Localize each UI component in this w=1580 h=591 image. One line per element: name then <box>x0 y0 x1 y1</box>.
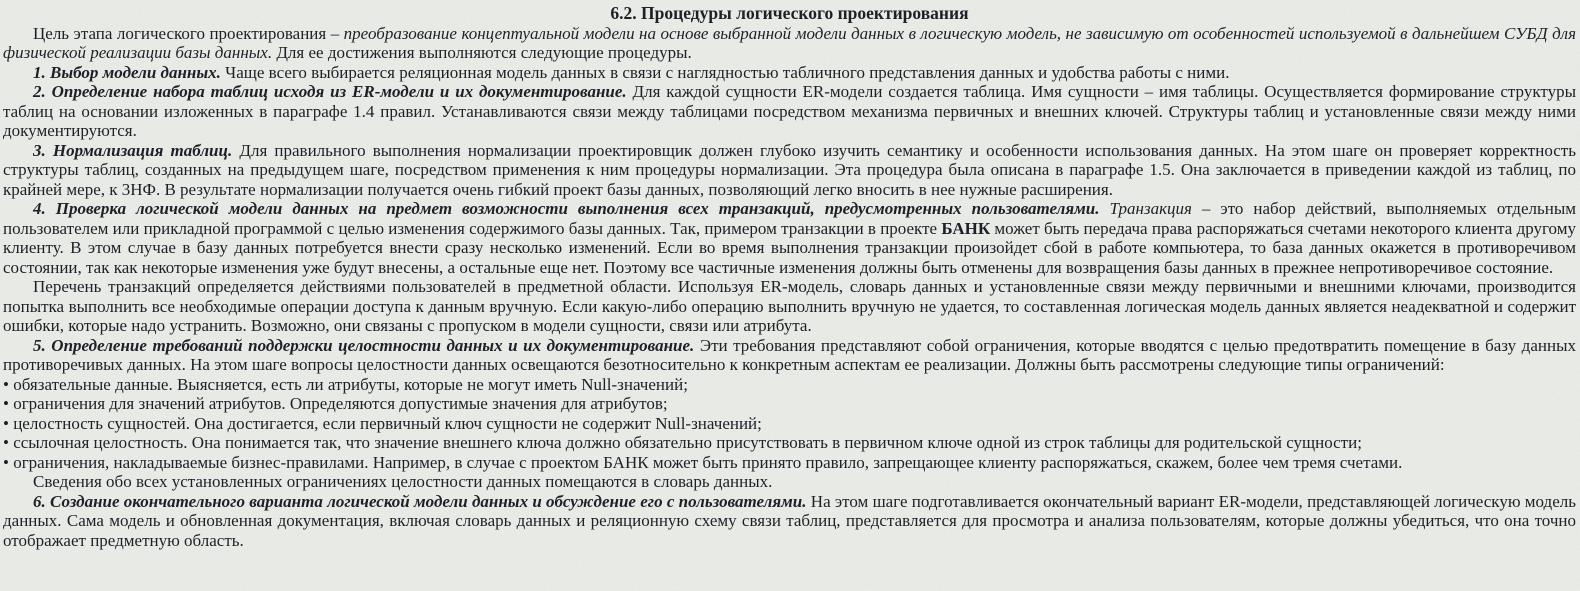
bullet-marker-icon: • <box>3 433 14 452</box>
text-segment: БАНК <box>941 218 991 238</box>
section-title: 6.2. Процедуры логического проектирования <box>610 3 969 23</box>
text-segment: Сведения обо всех установленных ограничениях целостности данных помещаются в словарь данных. <box>33 472 773 491</box>
text-segment: 2. Определение набора таблиц исходя из ER-модели и их документирование. <box>33 82 627 101</box>
text-segment: ограничения, накладываемые бизнес-правилами. Например, в случае с проектом БАНК может быть принято правило, запрещающее клиенту распоряжаться, скажем, более чем тремя счетами. <box>13 452 1403 472</box>
bullet-item <box>3 375 1576 395</box>
text-segment: Для каждой сущности ER-модели создается таблица. Имя сущности – имя таблицы. Осуществляется формирование структуры таблиц на основании изложенных в параграфе 1.4 правил. Устанавливаются связи между таблицами посредством механизма первичных и внешних ключей. Структуры таблиц и установленные связи между ними документируются. <box>3 82 1576 140</box>
text-segment: Эти требования представляют собой ограничения, которые вводятся с целью предотвратить помещение в базу данных противоречивых данных. На этом шаге вопросы целостности данных освещаются безотносительно к конкретным аспектам ее реализации. Должны быть рассмотрены следующие типы ограничений: <box>3 335 1576 374</box>
text-segment: На этом шаге подготавливается окончательный вариант ER-модели, представляющей логическую модель данных. Сама модель и обновленная документация, включая словарь данных и реляционную схему связи таблиц, представляется для просмотра и анализа пользователям, которые должны убедиться, что она точно отображает предметную область. <box>3 491 1576 550</box>
bullet-item <box>3 433 1576 453</box>
document-body <box>3 24 1576 551</box>
text-segment: 1. Выбор модели данных. <box>33 62 221 82</box>
paragraph <box>3 63 1576 83</box>
text-segment: обязательные данные. Выясняется, есть ли атрибуты, которые не могут иметь Null-значений; <box>13 374 688 394</box>
paragraph <box>3 141 1576 200</box>
paragraph <box>3 82 1576 141</box>
bullet-item <box>3 453 1576 473</box>
text-segment: Для правильного выполнения нормализации проектировщик должен глубоко изучить семантику и особенности использования данных. На этом шаге он проверяет корректность структуры таблиц, созданных на предыдущем шаге, посредством применения к ним процедуры нормализации. Эта процедура была описана в параграфе 1.5. Она заключается в приведении каждой из таблиц, по крайней мере, к 3НФ. В результате нормализации получается очень гибкий проект базы данных, позволяющий легко вносить в нее нужные расширения. <box>3 140 1576 199</box>
paragraph <box>3 492 1576 551</box>
text-segment: целостность сущностей. Она достигается, если первичный ключ сущности не содержит Null-значений; <box>13 413 762 433</box>
bullet-marker-icon: • <box>3 374 14 394</box>
paragraph <box>3 277 1576 336</box>
bullet-marker-icon: • <box>3 394 14 413</box>
paragraph <box>3 472 1576 492</box>
text-segment: 4. Проверка логической модели данных на предмет возможности выполнения всех транзакций, предусмотренных пользователями. <box>33 199 1100 218</box>
bullet-marker-icon: • <box>3 413 14 433</box>
text-segment: Цель этапа логического проектирования – <box>33 23 344 43</box>
text-segment: Транзакция <box>1099 199 1192 218</box>
paragraph <box>3 199 1576 277</box>
text-segment: 5. Определение требований поддержки целостности данных и их документирование. <box>33 335 695 355</box>
text-segment: Перечень транзакций определяется действиями пользователей в предметной области. Используя ER-модель, словарь данных и установленные связи между первичными и внешними ключами, производится попытка выполнить все необходимые операции доступа к данным вручную. Если какую-либо операцию выполнить вручную не удается, то составленная логическая модель данных является неадекватной и содержит ошибки, которые надо устранить. Возможно, они связаны с пропуском в модели сущности, связи или атрибута. <box>3 277 1576 335</box>
bullet-item <box>3 414 1576 434</box>
paragraph <box>3 336 1576 375</box>
text-segment: может быть передача права распоряжаться счетами некоторого клиента другому клиенту. В этом случае в базу данных потребуется внести сразу несколько изменений. Если во время выполнения транзакции произойдет сбой в работе компьютера, то база данных окажется в противоречивом состоянии, так как некоторые изменения уже будут внесены, а остальные еще нет. Поэтому все частичные изменения должны быть отменены для возвращения базы данных в прежнее непротиворечивое состояние. <box>3 218 1576 277</box>
text-segment: – это набор действий, выполняемых отдельным пользователем или прикладной программой с целью изменения содержимого базы данных. Так, примером транзакции в проекте <box>3 199 1577 238</box>
text-segment: ограничения для значений атрибутов. Определяются допустимые значения для атрибутов; <box>13 394 668 413</box>
bullet-item <box>3 394 1576 414</box>
text-segment: преобразование концептуальной модели на основе выбранной модели данных в логическую модель, не зависимую от особенностей используемой в дальнейшем СУБД для физической реализации базы данных. <box>3 23 1576 62</box>
text-segment: 6. Создание окончательного варианта логической модели данных и обсуждение его с пользователями. <box>33 491 807 511</box>
text-segment: Для ее достижения выполняются следующие процедуры. <box>272 43 692 62</box>
text-segment: Чаще всего выбирается реляционная модель данных в связи с наглядностью табличного представления данных и удобства работы с ними. <box>220 62 1230 82</box>
paragraph <box>3 24 1576 63</box>
bullet-marker-icon: • <box>3 452 14 472</box>
text-segment: ссылочная целостность. Она понимается так, что значение внешнего ключа должно обязательно присутствовать в первичном ключе одной из строк таблицы для родительской сущности; <box>13 433 1362 452</box>
text-segment: 3. Нормализация таблиц. <box>33 140 233 160</box>
